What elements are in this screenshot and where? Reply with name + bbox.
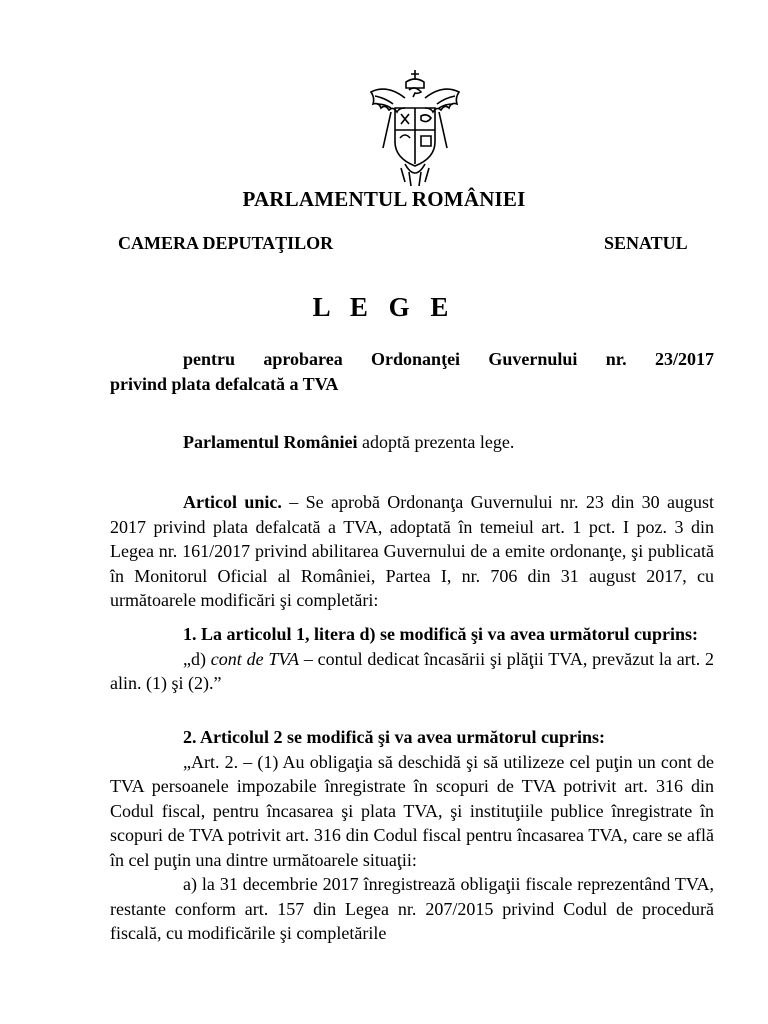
law-title-line1: pentru aprobarea Ordonanţei Guvernului nr. 23/2017 <box>183 349 714 369</box>
senate-label: SENATUL <box>604 233 688 253</box>
article-unic-text: – Se aprobă Ordonanţa Guvernului nr. 23 din 30 august 2017 privind plata defalcată a TVA, adoptată în temeiul art. 1 pct. I poz. 3 din Legea nr. 161/2017 privind abilitarea Guvernului de a emite ordonanţe, şi publicată în Monitorul Oficial al României, Partea I, nr. 706 din 31 august 2017, cu următoarele modificări şi completări: <box>110 492 714 610</box>
point2-paragraph-1: „Art. 2. – (1) Au obligaţia să deschidă şi să utilizeze cel puţin un cont de TVA persoanele impozabile înregistrate în scopuri de TVA potrivit art. 316 din Codul fiscal, pentru încasarea şi plata TVA, şi instituţiile publice înregistrate în scopuri de TVA potrivit art. 316 din Codul fiscal pentru încasarea TVA, care se află în cel puţin una dintre următoarele situaţii: <box>110 751 714 870</box>
point1-heading: 1. La articolul 1, litera d) se modifică şi va avea următorul cuprins: <box>183 624 698 644</box>
amendment-point-2 <box>110 725 714 946</box>
point1-quote-start: „d) <box>183 648 211 669</box>
adoption-text: adoptă prezenta lege. <box>357 432 515 452</box>
point2-heading: 2. Articolul 2 se modifică şi va avea următorul cuprins: <box>183 727 605 747</box>
adoption-formula <box>110 430 714 455</box>
chamber-deputies-label: CAMERA DEPUTAŢILOR <box>118 233 334 253</box>
adoption-subject: Parlamentul României <box>183 432 358 452</box>
point2-paragraph-2: a) la 31 decembrie 2017 înregistrează obligaţii fiscale reprezentând TVA, restante conform art. 157 din Legea nr. 207/2015 privind Codul de procedură fiscală, cu modificările şi completările <box>110 874 714 943</box>
romanian-coat-of-arms-icon <box>365 68 465 190</box>
article-unic <box>110 490 714 613</box>
point1-term: cont de TVA <box>210 648 300 669</box>
parliament-name: PARLAMENTUL ROMÂNIEI <box>242 187 526 211</box>
law-title-line2: privind plata defalcată a TVA <box>110 373 339 394</box>
law-title <box>110 347 714 396</box>
document-type-title: L E G E <box>312 292 456 322</box>
amendment-point-1 <box>110 622 714 696</box>
article-unic-label: Articol unic. <box>183 492 282 512</box>
point1-quote-rest: – contul dedicat încasării şi plăţii TVA, prevăzut la art. 2 alin. (1) şi (2).” <box>110 648 714 693</box>
point1-text <box>110 647 714 696</box>
